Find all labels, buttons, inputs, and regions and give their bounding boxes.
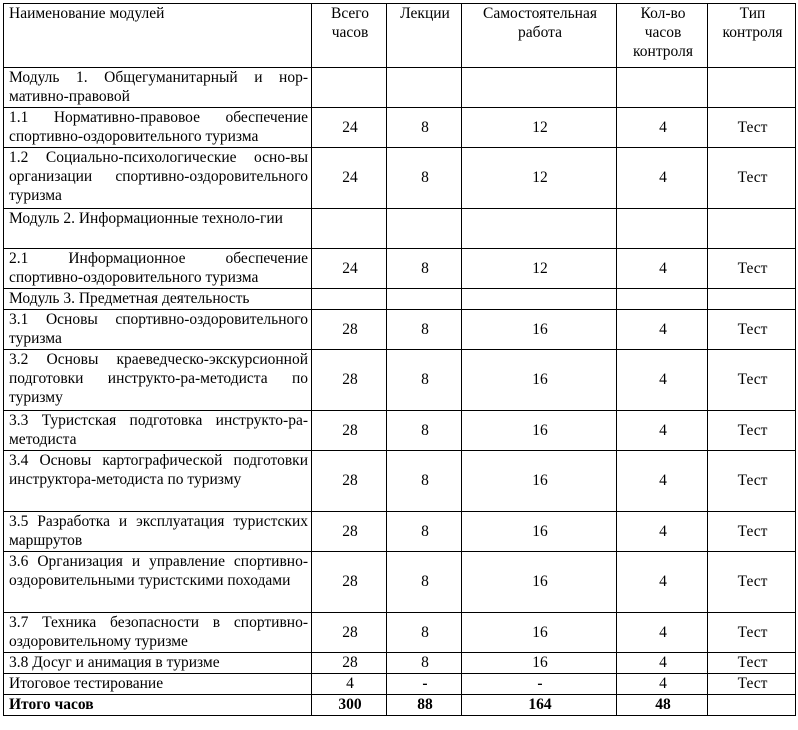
total-hours-cell: 24 [312, 108, 387, 148]
lectures-cell: 8 [387, 613, 462, 653]
control-type-cell: Тест [708, 249, 796, 289]
empty-cell [708, 68, 796, 108]
totals-control-type [708, 695, 796, 716]
total-hours-cell: 28 [312, 310, 387, 350]
control-type-cell: Тест [708, 108, 796, 148]
empty-cell [462, 209, 617, 249]
self-study-cell: 16 [462, 310, 617, 350]
total-hours-cell: 28 [312, 613, 387, 653]
control-hours-cell: 4 [617, 148, 708, 209]
total-hours-cell: 28 [312, 552, 387, 613]
totals-row [4, 695, 796, 716]
control-hours-cell: 4 [617, 350, 708, 411]
totals-total-hours: 300 [312, 695, 387, 716]
self-study-cell: 16 [462, 512, 617, 552]
control-hours-cell: 4 [617, 512, 708, 552]
header-control-type: Тип контроля [708, 4, 796, 68]
module-row [4, 68, 796, 108]
curriculum-table [3, 3, 796, 716]
total-hours-cell: 28 [312, 451, 387, 512]
curriculum-table-body [4, 4, 796, 716]
control-hours-cell: 4 [617, 552, 708, 613]
control-hours-cell: 4 [617, 674, 708, 695]
module-item-name: 1.2 Социально-психологические осно-вы организации спортивно-оздоровительного туризма [4, 148, 312, 209]
control-type-cell: Тест [708, 451, 796, 512]
module-title: Модуль 1. Общегуманитарный и нор-мативно-правовой [4, 68, 312, 108]
totals-control-hours: 48 [617, 695, 708, 716]
control-type-cell: Тест [708, 613, 796, 653]
header-lectures: Лекции [387, 4, 462, 68]
table-row [4, 108, 796, 148]
header-total-hours: Всего часов [312, 4, 387, 68]
total-hours-cell: 4 [312, 674, 387, 695]
table-row [4, 451, 796, 512]
module-item-name: 3.6 Организация и управление спортивно-оздоровительными туристскими походами [4, 552, 312, 613]
table-row [4, 512, 796, 552]
lectures-cell: 8 [387, 512, 462, 552]
lectures-cell: 8 [387, 552, 462, 613]
self-study-cell: 16 [462, 451, 617, 512]
empty-cell [312, 68, 387, 108]
module-item-name: 3.5 Разработка и эксплуатация туристских маршрутов [4, 512, 312, 552]
table-row [4, 674, 796, 695]
control-type-cell: Тест [708, 350, 796, 411]
control-hours-cell: 4 [617, 411, 708, 451]
total-hours-cell: 24 [312, 249, 387, 289]
empty-cell [312, 289, 387, 310]
total-hours-cell: 24 [312, 148, 387, 209]
control-hours-cell: 4 [617, 108, 708, 148]
module-item-name: 3.3 Туристская подготовка инструкто-ра-методиста [4, 411, 312, 451]
self-study-cell: - [462, 674, 617, 695]
table-row [4, 249, 796, 289]
control-hours-cell: 4 [617, 613, 708, 653]
self-study-cell: 16 [462, 411, 617, 451]
module-title: Модуль 2. Информационные техноло-гии [4, 209, 312, 249]
control-type-cell: Тест [708, 653, 796, 674]
total-hours-cell: 28 [312, 653, 387, 674]
control-hours-cell: 4 [617, 249, 708, 289]
empty-cell [462, 289, 617, 310]
module-row [4, 209, 796, 249]
control-type-cell: Тест [708, 411, 796, 451]
self-study-cell: 12 [462, 249, 617, 289]
control-type-cell: Тест [708, 552, 796, 613]
lectures-cell: 8 [387, 350, 462, 411]
module-row [4, 289, 796, 310]
module-item-name: 1.1 Нормативно-правовое обеспечение спортивно-оздоровительного туризма [4, 108, 312, 148]
table-row [4, 148, 796, 209]
empty-cell [617, 209, 708, 249]
lectures-cell: 8 [387, 653, 462, 674]
totals-lectures: 88 [387, 695, 462, 716]
control-type-cell: Тест [708, 674, 796, 695]
control-hours-cell: 4 [617, 653, 708, 674]
header-control-hours: Кол-во часов контроля [617, 4, 708, 68]
control-hours-cell: 4 [617, 451, 708, 512]
module-item-name: 3.4 Основы картографической подготовки инструктора-методиста по туризму [4, 451, 312, 512]
table-row [4, 350, 796, 411]
lectures-cell: 8 [387, 108, 462, 148]
lectures-cell: 8 [387, 310, 462, 350]
module-item-name: 2.1 Информационное обеспечение спортивно-оздоровительного туризма [4, 249, 312, 289]
module-item-name: Итоговое тестирование [4, 674, 312, 695]
table-row [4, 411, 796, 451]
empty-cell [617, 289, 708, 310]
control-type-cell: Тест [708, 512, 796, 552]
totals-label: Итого часов [4, 695, 312, 716]
lectures-cell: 8 [387, 451, 462, 512]
self-study-cell: 16 [462, 613, 617, 653]
module-title: Модуль 3. Предметная деятельность [4, 289, 312, 310]
module-item-name: 3.2 Основы краеведческо-экскурсионной подготовки инструкто-ра-методиста по туризму [4, 350, 312, 411]
lectures-cell: - [387, 674, 462, 695]
header-self-study: Самостоятельная работа [462, 4, 617, 68]
empty-cell [387, 209, 462, 249]
table-row [4, 552, 796, 613]
empty-cell [462, 68, 617, 108]
control-type-cell: Тест [708, 148, 796, 209]
total-hours-cell: 28 [312, 512, 387, 552]
empty-cell [387, 68, 462, 108]
empty-cell [312, 209, 387, 249]
table-row [4, 310, 796, 350]
self-study-cell: 16 [462, 552, 617, 613]
lectures-cell: 8 [387, 148, 462, 209]
module-item-name: 3.8 Досуг и анимация в туризме [4, 653, 312, 674]
module-item-name: 3.1 Основы спортивно-оздоровительного туризма [4, 310, 312, 350]
control-type-cell: Тест [708, 310, 796, 350]
lectures-cell: 8 [387, 411, 462, 451]
empty-cell [708, 289, 796, 310]
header-module-name: Наименование модулей [4, 4, 312, 68]
self-study-cell: 16 [462, 350, 617, 411]
table-row [4, 653, 796, 674]
empty-cell [708, 209, 796, 249]
total-hours-cell: 28 [312, 411, 387, 451]
table-header-row [4, 4, 796, 68]
self-study-cell: 16 [462, 653, 617, 674]
lectures-cell: 8 [387, 249, 462, 289]
table-row [4, 613, 796, 653]
self-study-cell: 12 [462, 148, 617, 209]
total-hours-cell: 28 [312, 350, 387, 411]
control-hours-cell: 4 [617, 310, 708, 350]
self-study-cell: 12 [462, 108, 617, 148]
empty-cell [387, 289, 462, 310]
empty-cell [617, 68, 708, 108]
totals-self-study: 164 [462, 695, 617, 716]
module-item-name: 3.7 Техника безопасности в спортивно-оздоровительному туризме [4, 613, 312, 653]
